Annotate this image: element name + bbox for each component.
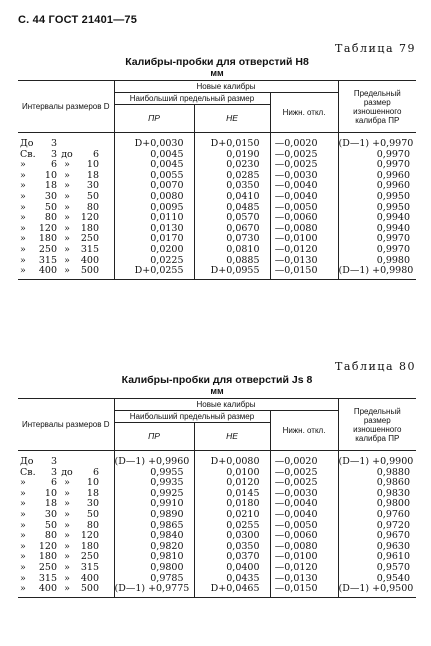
ne-value: 0,0255 [194, 521, 270, 532]
table-row [18, 171, 416, 182]
interval-to: 500 [80, 265, 99, 277]
pr-value: (D—1) +0,9960 [114, 451, 194, 468]
worn-limit-value: 0,9970 [338, 234, 416, 245]
ne-value: 0,0210 [194, 510, 270, 521]
lower-deviation-value: —0,0025 [270, 150, 338, 161]
lower-deviation-value: —0,0060 [270, 531, 338, 542]
worn-limit-value: 0,9960 [338, 181, 416, 192]
ne-value: D+0,0080 [194, 451, 270, 468]
pr-value: 0,9785 [114, 574, 194, 585]
table-row [18, 266, 416, 279]
interval-to: 50 [86, 508, 99, 520]
table-number: Таблица 80 [335, 360, 416, 373]
pr-value: 0,0095 [114, 203, 194, 214]
interval-to: 120 [80, 212, 99, 224]
table-row [18, 584, 416, 597]
pr-value: 0,0045 [114, 160, 194, 171]
worn-limit-value: (D—1) +0,9970 [338, 133, 416, 150]
interval-connector: » [64, 265, 70, 277]
lower-deviation-value: —0,0120 [270, 563, 338, 574]
interval-from: 400 [38, 583, 57, 595]
ne-value: 0,0120 [194, 478, 270, 489]
table-row [18, 234, 416, 245]
interval-to: 80 [86, 201, 99, 213]
interval-to: 30 [86, 180, 99, 192]
lower-deviation-value: —0,0150 [270, 584, 338, 597]
interval-from: 30 [44, 190, 57, 202]
interval-from: 10 [44, 169, 57, 181]
interval-prefix: Св. [20, 148, 36, 160]
col-header-lower-deviation: Нижн. откл. [270, 93, 338, 133]
interval-from: 180 [38, 233, 57, 245]
interval-prefix: » [20, 477, 26, 489]
interval-prefix: » [20, 201, 26, 213]
table-row [18, 521, 416, 532]
ne-value: D+0,0955 [194, 266, 270, 279]
interval-prefix: » [20, 583, 26, 595]
table-row [18, 542, 416, 553]
table-row [18, 499, 416, 510]
gauge-table [18, 80, 416, 280]
interval-prefix: » [20, 561, 26, 573]
lower-deviation-value: —0,0040 [270, 181, 338, 192]
interval-prefix: До [20, 456, 34, 467]
worn-limit-value: 0,9960 [338, 171, 416, 182]
ne-value: 0,0180 [194, 499, 270, 510]
interval-connector: » [64, 498, 70, 510]
lower-deviation-value: —0,0100 [270, 234, 338, 245]
page-header: С. 44 ГОСТ 21401—75 [18, 14, 138, 26]
interval-to: 6 [92, 466, 99, 478]
worn-limit-value: 0,9670 [338, 531, 416, 542]
ne-value: 0,0190 [194, 150, 270, 161]
interval-to: 315 [80, 243, 99, 255]
table-row [18, 451, 416, 468]
interval-from: 3 [50, 148, 57, 160]
worn-limit-value: (D—1) +0,9980 [338, 266, 416, 279]
ne-value: 0,0410 [194, 192, 270, 203]
col-header-largest-limit: Наибольший предельный размер [114, 93, 270, 105]
interval-prefix: » [20, 169, 26, 181]
interval-prefix: » [20, 265, 26, 277]
interval-from: 18 [44, 498, 57, 510]
lower-deviation-value: —0,0020 [270, 451, 338, 468]
interval-prefix: » [20, 222, 26, 234]
interval-to: 180 [80, 540, 99, 552]
interval-connector: » [64, 243, 70, 255]
table-row [18, 563, 416, 574]
pr-value: 0,9865 [114, 521, 194, 532]
interval-prefix: » [20, 159, 26, 171]
worn-limit-value: 0,9970 [338, 160, 416, 171]
interval-from: 120 [38, 222, 57, 234]
ne-value: 0,0400 [194, 563, 270, 574]
interval-connector: » [64, 190, 70, 202]
lower-deviation-value: —0,0130 [270, 574, 338, 585]
gauge-table [18, 398, 416, 598]
col-header-intervals: Интервалы размеров D [18, 81, 114, 133]
ne-value: 0,0570 [194, 213, 270, 224]
interval-cell [18, 245, 114, 256]
interval-to: 80 [86, 519, 99, 531]
pr-value: (D—1) +0,9775 [114, 584, 194, 597]
interval-prefix: » [20, 180, 26, 192]
worn-limit-value: 0,9940 [338, 224, 416, 235]
ne-value: 0,0285 [194, 171, 270, 182]
worn-limit-value: 0,9970 [338, 245, 416, 256]
worn-limit-value: 0,9570 [338, 563, 416, 574]
interval-connector: » [64, 572, 70, 584]
interval-cell [18, 451, 114, 468]
interval-connector: » [64, 530, 70, 542]
interval-to: 120 [80, 530, 99, 542]
table-row [18, 245, 416, 256]
worn-limit-value: (D—1) +0,9500 [338, 584, 416, 597]
interval-prefix: » [20, 530, 26, 542]
worn-limit-value: 0,9980 [338, 256, 416, 267]
table-row [18, 531, 416, 542]
interval-prefix: » [20, 212, 26, 224]
interval-from: 400 [38, 265, 57, 277]
interval-prefix: Св. [20, 466, 36, 478]
interval-prefix: » [20, 551, 26, 563]
interval-to: 250 [80, 551, 99, 563]
interval-connector: » [64, 212, 70, 224]
lower-deviation-value: —0,0080 [270, 224, 338, 235]
pr-value: D+0,0255 [114, 266, 194, 279]
interval-from: 315 [38, 572, 57, 584]
lower-deviation-value: —0,0030 [270, 489, 338, 500]
interval-from: 80 [44, 212, 57, 224]
ne-value: 0,0670 [194, 224, 270, 235]
interval-from: 120 [38, 540, 57, 552]
pr-value: 0,9810 [114, 552, 194, 563]
table-row [18, 510, 416, 521]
lower-deviation-value: —0,0100 [270, 552, 338, 563]
ne-value: 0,0810 [194, 245, 270, 256]
table-row [18, 552, 416, 563]
table-title: Калибры-пробки для отверстий H8 [125, 56, 309, 68]
worn-limit-value: 0,9950 [338, 203, 416, 214]
interval-connector: » [64, 159, 70, 171]
col-header-intervals: Интервалы размеров D [18, 399, 114, 451]
interval-connector: до [61, 466, 73, 478]
interval-from: 6 [50, 477, 57, 489]
interval-connector: до [61, 148, 73, 160]
worn-limit-value: 0,9760 [338, 510, 416, 521]
table-row [18, 181, 416, 192]
interval-to: 180 [80, 222, 99, 234]
ne-value: 0,0145 [194, 489, 270, 500]
table-row [18, 224, 416, 235]
interval-prefix: » [20, 498, 26, 510]
col-header-pr: ПР [114, 105, 194, 133]
interval-prefix: » [20, 233, 26, 245]
interval-connector: » [64, 201, 70, 213]
col-header-ne: НЕ [194, 105, 270, 133]
worn-limit-value: 0,9800 [338, 499, 416, 510]
ne-value: 0,0300 [194, 531, 270, 542]
table-row [18, 133, 416, 150]
interval-prefix: » [20, 508, 26, 520]
interval-from: 80 [44, 530, 57, 542]
interval-from: 180 [38, 551, 57, 563]
interval-from: 3 [50, 466, 57, 478]
interval-from: 250 [38, 561, 57, 573]
lower-deviation-value: —0,0060 [270, 213, 338, 224]
interval-connector: » [64, 169, 70, 181]
lower-deviation-value: —0,0025 [270, 160, 338, 171]
interval-from: 3 [50, 138, 57, 149]
interval-connector: » [64, 222, 70, 234]
table-row [18, 478, 416, 489]
interval-prefix: » [20, 254, 26, 266]
interval-from: 50 [44, 519, 57, 531]
col-header-largest-limit: Наибольший предельный размер [114, 411, 270, 423]
pr-value: 0,0070 [114, 181, 194, 192]
lower-deviation-value: —0,0040 [270, 499, 338, 510]
interval-cell [18, 584, 114, 597]
ne-value: 0,0435 [194, 574, 270, 585]
interval-cell [18, 133, 114, 150]
table-row [18, 468, 416, 479]
pr-value: 0,0080 [114, 192, 194, 203]
col-header-ne: НЕ [194, 423, 270, 451]
worn-limit-value: 0,9950 [338, 192, 416, 203]
interval-prefix: » [20, 243, 26, 255]
col-header-new-gauges: Новые калибры [114, 399, 338, 411]
pr-value: 0,0170 [114, 234, 194, 245]
interval-from: 30 [44, 508, 57, 520]
table-body [18, 451, 416, 598]
col-header-new-gauges: Новые калибры [114, 81, 338, 93]
ne-value: D+0,0150 [194, 133, 270, 150]
interval-to: 6 [92, 148, 99, 160]
table-title: Калибры-пробки для отверстий Js 8 [121, 374, 313, 386]
lower-deviation-value: —0,0050 [270, 203, 338, 214]
lower-deviation-value: —0,0130 [270, 256, 338, 267]
interval-from: 18 [44, 180, 57, 192]
interval-from: 250 [38, 243, 57, 255]
col-header-worn-limit: Предельный размер изношенного калибра ПР [338, 81, 416, 133]
worn-limit-value: 0,9940 [338, 213, 416, 224]
table-row [18, 213, 416, 224]
table-80-block [18, 360, 416, 598]
pr-value: 0,9910 [114, 499, 194, 510]
lower-deviation-value: —0,0030 [270, 171, 338, 182]
pr-value: 0,0110 [114, 213, 194, 224]
interval-cell [18, 563, 114, 574]
pr-value: 0,9935 [114, 478, 194, 489]
interval-to: 250 [80, 233, 99, 245]
ne-value: 0,0730 [194, 234, 270, 245]
interval-to: 10 [86, 477, 99, 489]
interval-connector: » [64, 180, 70, 192]
table-row [18, 150, 416, 161]
interval-connector: » [64, 508, 70, 520]
interval-connector: » [64, 233, 70, 245]
table-unit: мм [210, 386, 224, 396]
ne-value: 0,0885 [194, 256, 270, 267]
pr-value: 0,0225 [114, 256, 194, 267]
interval-connector: » [64, 487, 70, 499]
lower-deviation-value: —0,0150 [270, 266, 338, 279]
interval-connector: » [64, 583, 70, 595]
table-79-block [18, 42, 416, 280]
interval-to: 18 [86, 487, 99, 499]
lower-deviation-value: —0,0120 [270, 245, 338, 256]
interval-connector: » [64, 254, 70, 266]
interval-prefix: » [20, 190, 26, 202]
worn-limit-value: 0,9720 [338, 521, 416, 532]
interval-connector: » [64, 561, 70, 573]
worn-limit-value: 0,9880 [338, 468, 416, 479]
interval-from: 50 [44, 201, 57, 213]
interval-connector: » [64, 519, 70, 531]
ne-value: D+0,0465 [194, 584, 270, 597]
interval-connector: » [64, 551, 70, 563]
interval-to: 30 [86, 498, 99, 510]
interval-cell [18, 510, 114, 521]
ne-value: 0,0485 [194, 203, 270, 214]
lower-deviation-value: —0,0025 [270, 478, 338, 489]
interval-to: 10 [86, 159, 99, 171]
pr-value: 0,0055 [114, 171, 194, 182]
worn-limit-value: 0,9610 [338, 552, 416, 563]
ne-value: 0,0370 [194, 552, 270, 563]
worn-limit-value: 0,9830 [338, 489, 416, 500]
interval-to: 50 [86, 190, 99, 202]
table-number: Таблица 79 [335, 42, 416, 55]
pr-value: 0,0045 [114, 150, 194, 161]
worn-limit-value: 0,9630 [338, 542, 416, 553]
interval-cell [18, 192, 114, 203]
table-unit: мм [210, 68, 224, 78]
table-row [18, 203, 416, 214]
col-header-pr: ПР [114, 423, 194, 451]
interval-prefix: » [20, 487, 26, 499]
interval-to: 400 [80, 254, 99, 266]
worn-limit-value: 0,9540 [338, 574, 416, 585]
col-header-worn-limit: Предельный размер изношенного калибра ПР [338, 399, 416, 451]
interval-from: 3 [50, 456, 57, 467]
interval-connector: » [64, 477, 70, 489]
lower-deviation-value: —0,0025 [270, 468, 338, 479]
table-row [18, 192, 416, 203]
interval-to: 315 [80, 561, 99, 573]
interval-prefix: До [20, 138, 34, 149]
pr-value: D+0,0030 [114, 133, 194, 150]
ne-value: 0,0230 [194, 160, 270, 171]
pr-value: 0,9840 [114, 531, 194, 542]
lower-deviation-value: —0,0040 [270, 510, 338, 521]
lower-deviation-value: —0,0080 [270, 542, 338, 553]
interval-connector: » [64, 540, 70, 552]
interval-cell [18, 266, 114, 279]
interval-to: 18 [86, 169, 99, 181]
interval-from: 10 [44, 487, 57, 499]
pr-value: 0,0130 [114, 224, 194, 235]
interval-prefix: » [20, 572, 26, 584]
table-row [18, 160, 416, 171]
table-body [18, 133, 416, 280]
interval-to: 500 [80, 583, 99, 595]
ne-value: 0,0350 [194, 181, 270, 192]
table-row [18, 489, 416, 500]
worn-limit-value: (D—1) +0,9900 [338, 451, 416, 468]
pr-value: 0,9820 [114, 542, 194, 553]
interval-prefix: » [20, 519, 26, 531]
ne-value: 0,0100 [194, 468, 270, 479]
interval-to: 400 [80, 572, 99, 584]
pr-value: 0,9800 [114, 563, 194, 574]
interval-from: 6 [50, 159, 57, 171]
worn-limit-value: 0,9970 [338, 150, 416, 161]
pr-value: 0,9890 [114, 510, 194, 521]
worn-limit-value: 0,9860 [338, 478, 416, 489]
pr-value: 0,9955 [114, 468, 194, 479]
interval-from: 315 [38, 254, 57, 266]
pr-value: 0,0200 [114, 245, 194, 256]
lower-deviation-value: —0,0050 [270, 521, 338, 532]
lower-deviation-value: —0,0040 [270, 192, 338, 203]
interval-prefix: » [20, 540, 26, 552]
lower-deviation-value: —0,0020 [270, 133, 338, 150]
col-header-lower-deviation: Нижн. откл. [270, 411, 338, 451]
pr-value: 0,9925 [114, 489, 194, 500]
ne-value: 0,0350 [194, 542, 270, 553]
